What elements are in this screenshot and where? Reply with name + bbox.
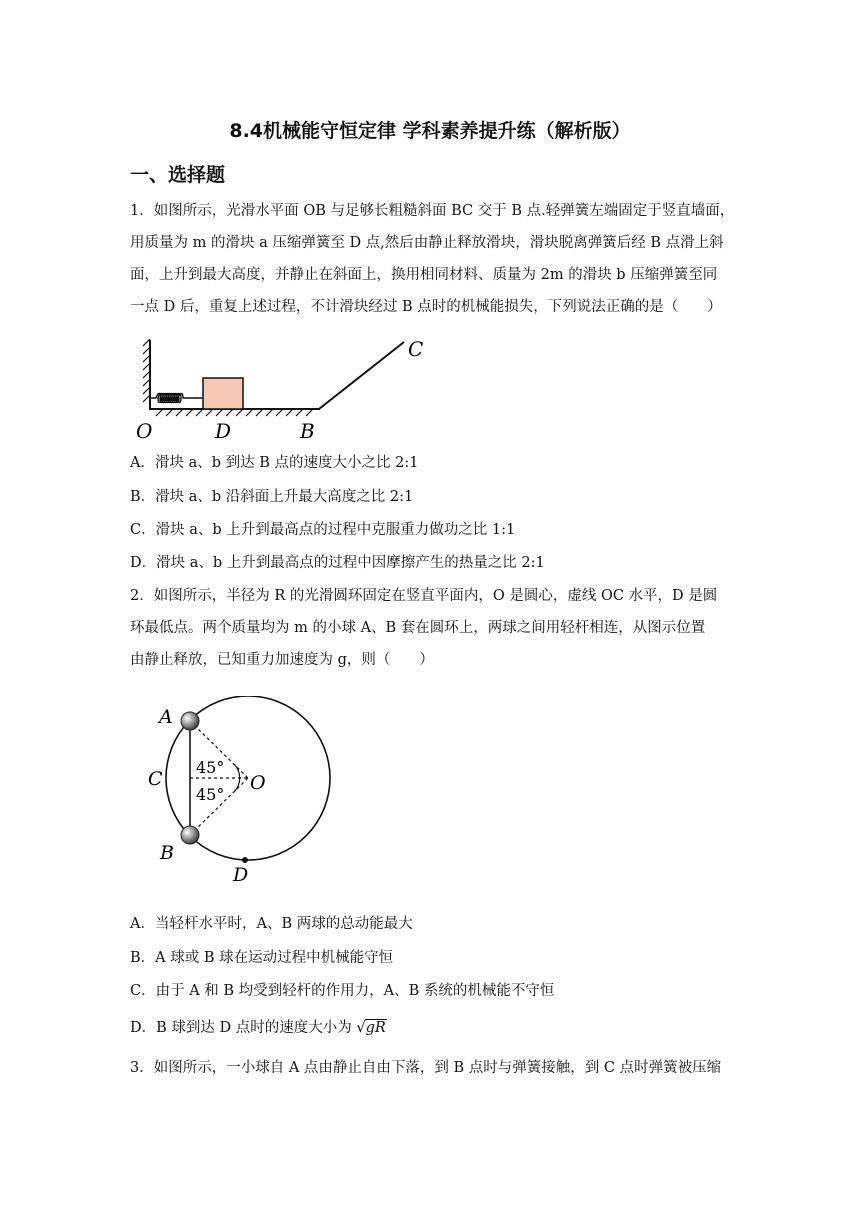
question-1-line: 1．如图所示，光滑水平面 OB 与足够长粗糙斜面 BC 交于 B 点.轻弹簧左端固定于竖直墙面， <box>130 203 735 219</box>
question-1-line: 面，上升到最大高度，并静止在斜面上，换用相同材料、质量为 2m 的滑块 b 压缩弹簧至同 <box>130 267 718 283</box>
label-C: C <box>148 768 163 790</box>
question-1-line: 一点 D 后，重复上述过程，不计滑块经过 B 点时的机械能损失，下列说法正确的是（ ） <box>130 299 722 315</box>
question-1-text <box>130 195 735 323</box>
label-C: C <box>408 337 424 361</box>
wall-hatch <box>143 339 150 402</box>
question-1-figure <box>130 332 440 446</box>
label-B: B <box>300 419 315 442</box>
q2-option-c: C．由于 A 和 B 均受到轻杆的作用力，A、B 系统的机械能不守恒 <box>130 983 555 999</box>
question-2-line: 由静止释放，已知重力加速度为 g，则（ ） <box>130 652 434 668</box>
question-1-line: 用质量为 m 的滑块 a 压缩弹簧至 D 点,然后由静止释放滑块，滑块脱离弹簧后经 B 点滑上斜 <box>130 235 724 251</box>
slider-block <box>203 378 243 409</box>
question-3-line: 3．如图所示，一小球自 A 点由静止自由下落，到 B 点时与弹簧接触，到 C 点时弹簧被压缩 <box>130 1060 722 1076</box>
label-D: D <box>233 864 249 886</box>
label-D: D <box>215 419 232 442</box>
question-2-line: 2．如图所示，半径为 R 的光滑圆环固定在竖直平面内，O 是圆心，虚线 OC 水平，D 是圆 <box>130 588 718 604</box>
label-A: A <box>159 706 173 728</box>
floor-hatch <box>156 409 313 416</box>
q1-option-a: A．滑块 a、b 到达 B 点的速度大小之比 2:1 <box>130 455 419 471</box>
angle-top-label: 45° <box>196 758 225 777</box>
q2-option-d-text: D．B 球到达 D 点时的速度大小为 <box>130 1020 352 1036</box>
sqrt-radical: √ <box>356 1020 366 1036</box>
incline-line <box>319 342 404 409</box>
q1-option-d: D．滑块 a、b 上升到最高点的过程中因摩擦产生的热量之比 2:1 <box>130 555 545 571</box>
point-D <box>242 857 248 863</box>
q1-option-c: C．滑块 a、b 上升到最高点的过程中克服重力做功之比 1:1 <box>130 522 516 538</box>
q1-option-b: B．滑块 a、b 沿斜面上升最大高度之比 2:1 <box>130 489 414 505</box>
question-3-text <box>130 1052 735 1084</box>
ball-A <box>181 712 199 730</box>
label-O: O <box>136 419 153 442</box>
question-2-figure <box>140 696 340 892</box>
q2-option-a: A．当轻杆水平时，A、B 两球的总动能最大 <box>130 916 413 932</box>
q2-option-b: B．A 球或 B 球在运动过程中机械能守恒 <box>130 950 394 966</box>
label-O: O <box>250 772 266 794</box>
section-heading: 一、选择题 <box>130 164 226 186</box>
spring-coil <box>150 394 203 403</box>
document-title: 8.4机械能守恒定律 学科素养提升练（解析版） <box>229 120 631 142</box>
q2-option-d <box>130 1016 387 1037</box>
label-B: B <box>160 842 174 864</box>
angle-bottom-label: 45° <box>196 785 225 804</box>
question-2-line: 环最低点。两个质量均为 m 的小球 A、B 套在圆环上，两球之间用轻杆相连，从图示位置 <box>130 620 706 636</box>
ball-B <box>181 826 199 844</box>
sqrt-radicand: gR <box>365 1020 386 1036</box>
question-2-text <box>130 580 735 676</box>
